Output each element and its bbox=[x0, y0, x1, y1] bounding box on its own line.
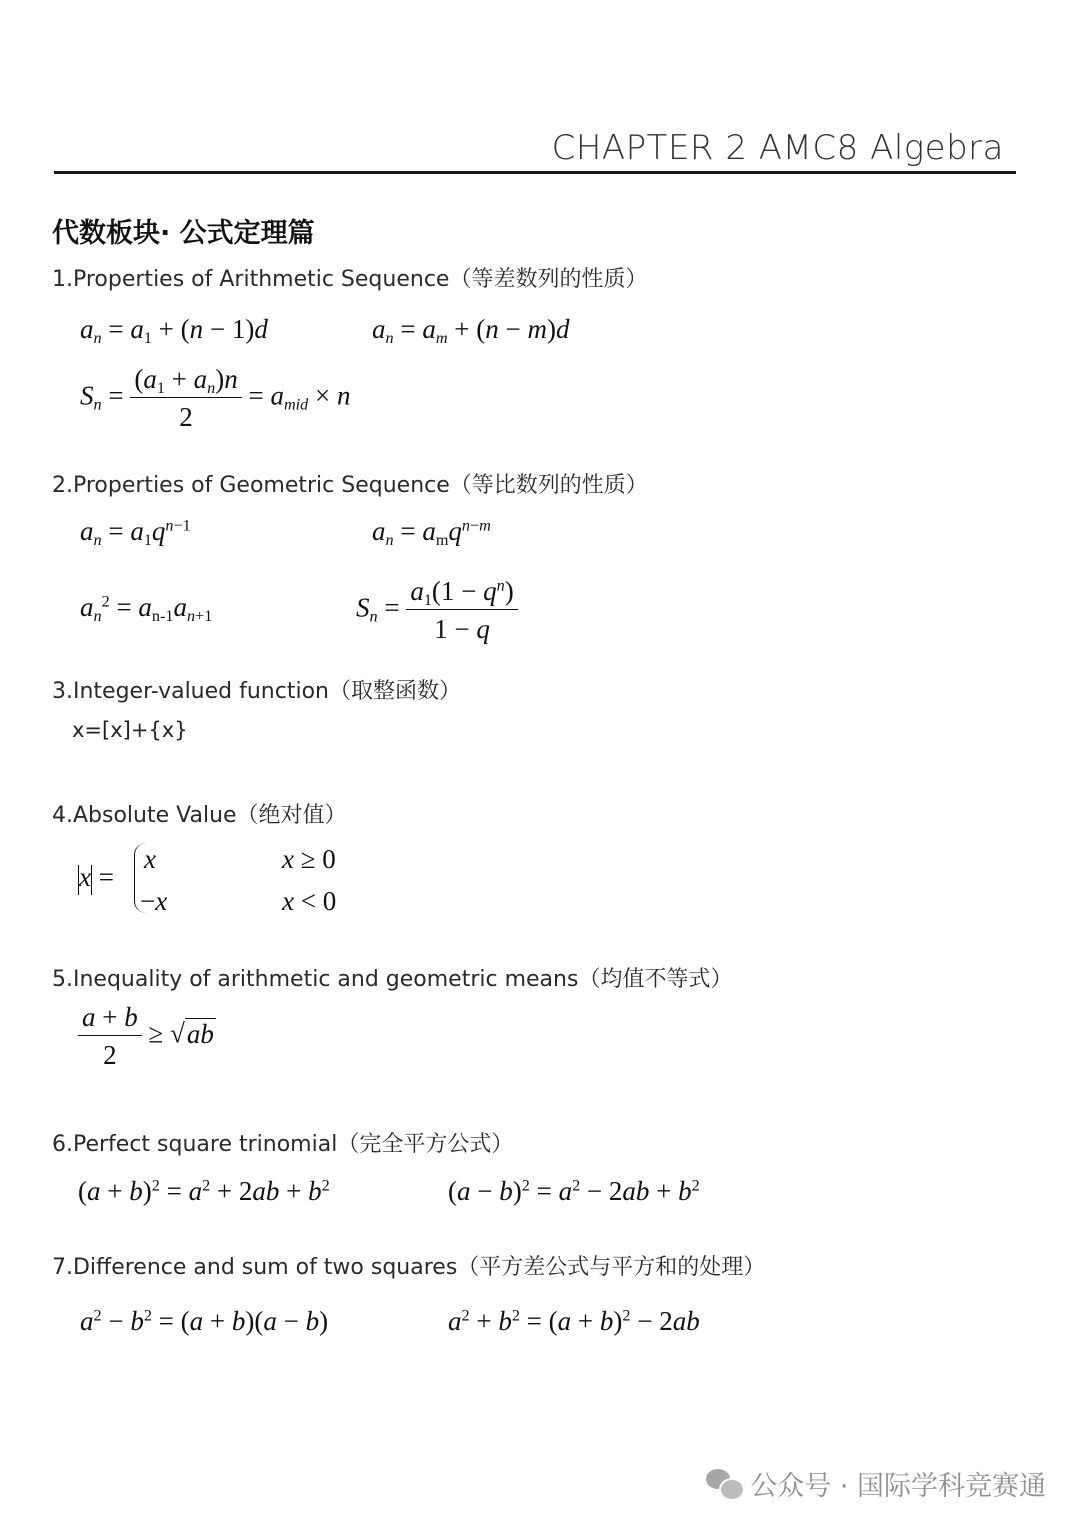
section-3-heading: 3.Integer-valued function（取整函数） bbox=[52, 679, 461, 704]
section-4-heading: 4.Absolute Value（绝对值） bbox=[52, 803, 347, 828]
formula-am-gm: $\frac{a + b}{2}$ ≥ √ab bbox=[78, 1004, 216, 1069]
formula-arith-sum: $S_n$ = $\frac{(a_1 + a_n)n}{2}$ = $a_{mid} \times n$ bbox=[80, 364, 351, 432]
section-1-heading: 1.Properties of Arithmetic Sequence（等差数列的性质） bbox=[52, 267, 648, 292]
page-title: 代数板块· 公式定理篇 bbox=[52, 218, 315, 249]
chapter-heading: CHAPTER 2 AMC8 Algebra bbox=[551, 128, 1004, 168]
formula-geo-sum: $S_n$ = $\frac{a_1(1 - q^n)}{1 - q}$ bbox=[356, 578, 518, 643]
watermark-text: 公众号 · 国际学科竞赛通 bbox=[750, 1471, 1046, 1502]
formula-integer-function: x=[x]+{x} bbox=[72, 718, 188, 742]
section-5-heading: 5.Inequality of arithmetic and geometric means（均值不等式） bbox=[52, 967, 733, 992]
formula-arith-general-term: $a_n = a_1 + (n - 1)d$ bbox=[80, 314, 268, 347]
formula-square-sum: $(a + b)^2 = a^2 + 2ab + b^2$ bbox=[78, 1176, 330, 1206]
formula-abs-lhs: x = bbox=[78, 864, 114, 895]
formula-abs-case2: −x bbox=[140, 886, 168, 916]
formula-abs-cond2: x < 0 bbox=[282, 886, 337, 916]
header-rule bbox=[54, 171, 1016, 174]
formula-geo-mth-term: $a_n = a_mq^{n-m}$ bbox=[372, 516, 491, 549]
formula-abs-cond1: x ≥ 0 bbox=[282, 844, 336, 874]
formula-abs-case1: x bbox=[144, 844, 156, 874]
section-6-heading: 6.Perfect square trinomial（完全平方公式） bbox=[52, 1132, 514, 1157]
watermark bbox=[706, 1464, 1046, 1503]
section-7-heading: 7.Difference and sum of two squares（平方差公式与平方和的处理） bbox=[52, 1255, 766, 1280]
formula-arith-mth-term: $a_n = a_m + (n - m)d$ bbox=[372, 314, 570, 347]
section-2-heading: 2.Properties of Geometric Sequence（等比数列的性质） bbox=[52, 473, 648, 498]
formula-geo-general-term: $a_n = a_1q^{n-1}$ bbox=[80, 516, 191, 549]
formula-geo-mean-term: $a_n^2 = a_{n-1}a_{n+1}$ bbox=[80, 592, 213, 625]
formula-difference-of-squares: $a^2 - b^2 = (a + b)(a - b)$ bbox=[80, 1306, 329, 1336]
wechat-icon bbox=[706, 1469, 742, 1499]
formula-sum-of-squares: $a^2 + b^2 = (a + b)^2 - 2ab$ bbox=[448, 1306, 700, 1336]
formula-square-diff: $(a - b)^2 = a^2 - 2ab + b^2$ bbox=[448, 1176, 700, 1206]
